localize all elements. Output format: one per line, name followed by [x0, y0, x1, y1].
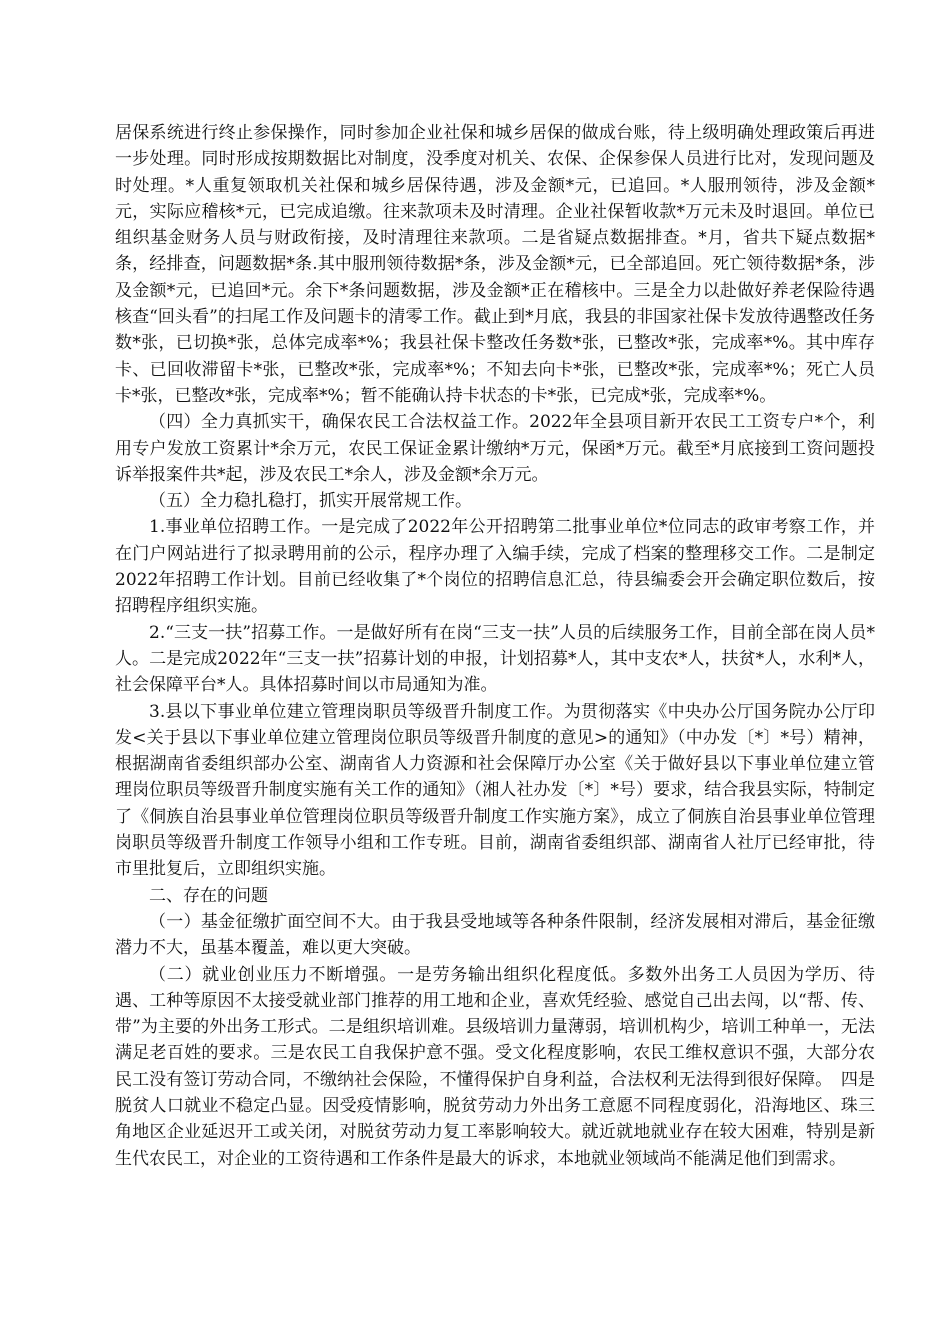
paragraph-section-five-heading: （五）全力稳扎稳打，抓实开展常规工作。	[149, 491, 472, 512]
paragraph-continued: 居保系统进行终止参保操作，同时参加企业社保和城乡居保的做成台账，待上级明确处理政策后再进一步处理。同时形成按期数据比对制度，没季度对机关、农保、企保参保人员进行比对，发现问题及时处理。*人重复领取机关社保和城乡居保待遇，涉及金额*元，已追回。*人服刑领待，涉及金额*元，实际应稽核*元，已完成追缴。往来款项未及时清理。企业社保暂收款*万元未及时退回。单位已组织基金财务人员与财政衔接，及时清理往来款项。二是省疑点数据排查。*月，省共下疑点数据*条，经排查，问题数据*条.其中服刑领待数据*条，涉及金额*元，已全部追回。死亡领待数据*条，涉及金额*元，已追回*元。余下*条问题数据，涉及金额*正在稽核中。三是全力以赴做好养老保险待遇核查“回头看”的扫尾工作及问题卡的清零工作。截止到*月底，我县的非国家社保卡发放待遇整改任务数*张，已切换*张，总体完成率*%；我县社保卡整改任务数*张，已整改*张，完成率*%。其中库存卡、已回收滞留卡*张，已整改*张，完成率*%；不知去向卡*张，已整改*张，完成率*%；死亡人员卡*张，已整改*张，完成率*%；暂不能确认持卡状态的卡*张，已完成*张，完成率*%。	[115, 123, 875, 406]
document-body	[115, 120, 875, 1172]
paragraph-item-3: 3.县以下事业单位建立管理岗职员等级晋升制度工作。为贯彻落实《中央办公厅国务院办公厅印发<关于县以下事业单位建立管理岗位职员等级晋升制度的意见>的通知》（中办发〔*〕*号）精神，根据湖南省委组织部办公室、湖南省人力资源和社会保障厅办公室《关于做好县以下事业单位建立管理岗位职员等级晋升制度实施有关工作的通知》（湘人社办发〔*〕*号）要求，结合我县实际，特制定了《侗族自治县事业单位管理岗位职员等级晋升制度工作实施方案》，成立了侗族自治县事业单位管理岗职员等级晋升制度工作领导小组和工作专班。目前，湖南省委组织部、湖南省人社厅已经审批，待市里批复后，立即组织实施。	[115, 701, 875, 880]
paragraph-item-2: 2.“三支一扶”招募工作。一是做好所有在岗“三支一扶”人员的后续服务工作，目前全部在岗人员*人。二是完成2022年“三支一扶”招募计划的申报，计划招募*人，其中支农*人，扶贫*人，水利*人，社会保障平台*人。具体招募时间以市局通知为准。	[115, 622, 875, 696]
paragraph-item-1: 1.事业单位招聘工作。一是完成了2022年公开招聘第二批事业单位*位同志的政审考察工作，并在门户网站进行了拟录聘用前的公示，程序办理了入编手续，完成了档案的整理移交工作。二是制定2022年招聘工作计划。目前已经收集了*个岗位的招聘信息汇总，待县编委会开会确定职位数后，按招聘程序组织实施。	[115, 517, 875, 617]
paragraph-problem-2: （二）就业创业压力不断增强。一是劳务输出组织化程度低。多数外出务工人员因为学历、待遇、工种等原因不太接受就业部门推荐的用工地和企业，喜欢凭经验、感觉自己出去闯，以“帮、传、带”为主要的外出务工形式。二是组织培训难。县级培训力量薄弱，培训机构少，培训工种单一，无法满足老百姓的要求。三是农民工自我保护意不强。受文化程度影响，农民工维权意识不强，大部分农民工没有签订劳动合同，不缴纳社会保险，不懂得保护自身利益，合法权利无法得到很好保障。 四是脱贫人口就业不稳定凸显。因受疫情影响，脱贫劳动力外出务工意愿不同程度弱化，沿海地区、珠三角地区企业延迟开工或关闭，对脱贫劳动力复工率影响较大。就近就地就业存在较大困难，特别是新生代农民工，对企业的工资待遇和工作条件是最大的诉求，本地就业领域尚不能满足他们到需求。	[115, 964, 875, 1169]
paragraph-section-four: （四）全力真抓实干，确保农民工合法权益工作。2022年全县项目新开农民工工资专户*个，利用专户发放工资累计*余万元，农民工保证金累计缴纳*万元，保函*万元。截至*月底接到工资问题投诉举报案件共*起，涉及农民工*余人，涉及金额*余万元。	[115, 412, 875, 485]
paragraph-problem-1: （一）基金征缴扩面空间不大。由于我县受地域等各种条件限制，经济发展相对滞后，基金征缴潜力不大，虽基本覆盖，难以更大突破。	[115, 911, 875, 959]
section-heading-problems: 二、存在的问题	[149, 885, 268, 906]
